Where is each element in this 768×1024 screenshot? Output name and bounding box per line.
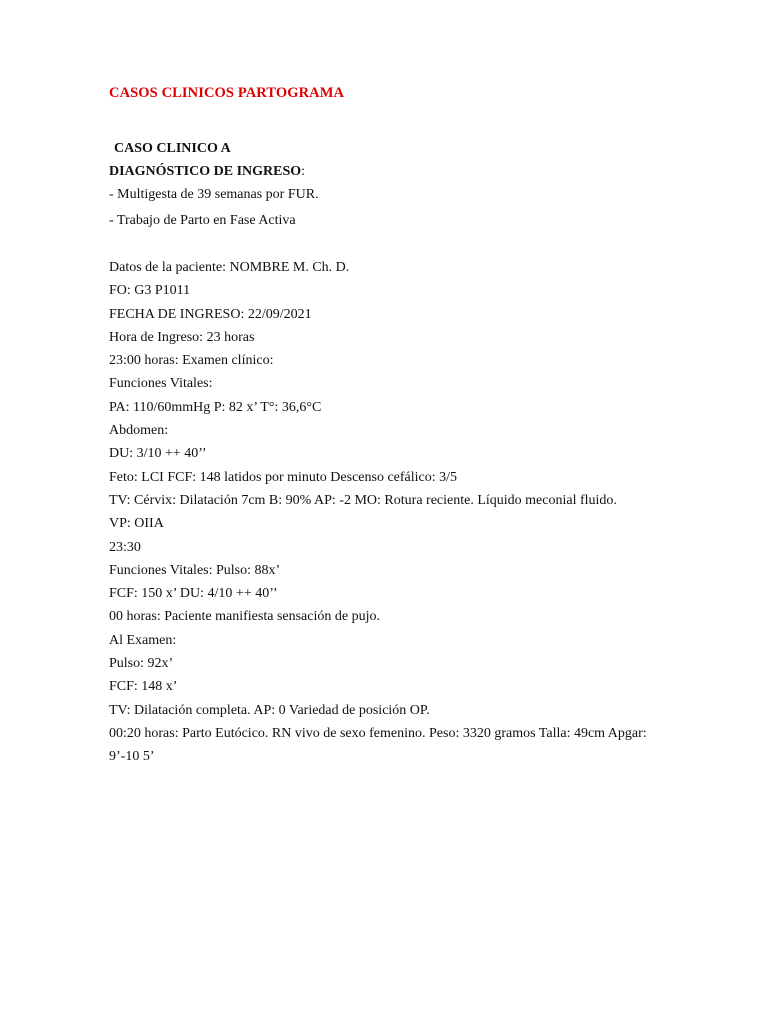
document-title: CASOS CLINICOS PARTOGRAMA: [109, 85, 345, 101]
diagnosis-item: - Trabajo de Parto en Fase Activa: [109, 213, 296, 228]
note-line: 23:30: [109, 539, 141, 555]
note-line: TV: Cérvix: Dilatación 7cm B: 90% AP: -2 MO: Rotura reciente. Líquido meconial fluido.: [109, 492, 617, 508]
note-line: Datos de la paciente: NOMBRE M. Ch. D.: [109, 260, 350, 275]
note-line: Feto: LCI FCF: 148 latidos por minuto Descenso cefálico: 3/5: [109, 469, 458, 485]
note-line: 9’-10 5’: [109, 749, 155, 765]
note-line: VP: OIIA: [109, 516, 164, 532]
note-line: Hora de Ingreso: 23 horas: [109, 329, 255, 345]
diagnosis-heading-text: DIAGNÓSTICO DE INGRESO: [109, 164, 302, 179]
note-line: TV: Dilatación completa. AP: 0 Variedad de posición OP.: [109, 702, 430, 718]
note-line: FCF: 148 x’: [109, 679, 178, 695]
note-line: 23:00 horas: Examen clínico:: [109, 353, 274, 369]
diagnosis-heading-colon: :: [301, 164, 306, 179]
note-line: Abdomen:: [109, 423, 169, 439]
note-line: 00:20 horas: Parto Eutócico. RN vivo de sexo femenino. Peso: 3320 gramos Talla: 49cm Apgar:: [109, 725, 647, 741]
note-line: 00 horas: Paciente manifiesta sensación de pujo.: [109, 609, 380, 625]
note-line: FO: G3 P1011: [109, 283, 191, 299]
note-line: Al Examen:: [109, 632, 177, 648]
clinical-notes: [109, 258, 749, 771]
note-line: Pulso: 92x’: [109, 656, 174, 672]
case-heading: CASO CLINICO A: [114, 141, 231, 156]
diagnosis-item: - Multigesta de 39 semanas por FUR.: [109, 187, 319, 202]
note-line: PA: 110/60mmHg P: 82 x’ T°: 36,6°C: [109, 399, 322, 415]
note-line: Funciones Vitales:: [109, 376, 213, 392]
diagnosis-heading: [109, 164, 305, 180]
note-line: FCF: 150 x’ DU: 4/10 ++ 40’’: [109, 586, 278, 602]
note-line: DU: 3/10 ++ 40’’: [109, 446, 207, 462]
note-line: FECHA DE INGRESO: 22/09/2021: [109, 306, 312, 322]
note-line: Funciones Vitales: Pulso: 88x’: [109, 562, 281, 578]
